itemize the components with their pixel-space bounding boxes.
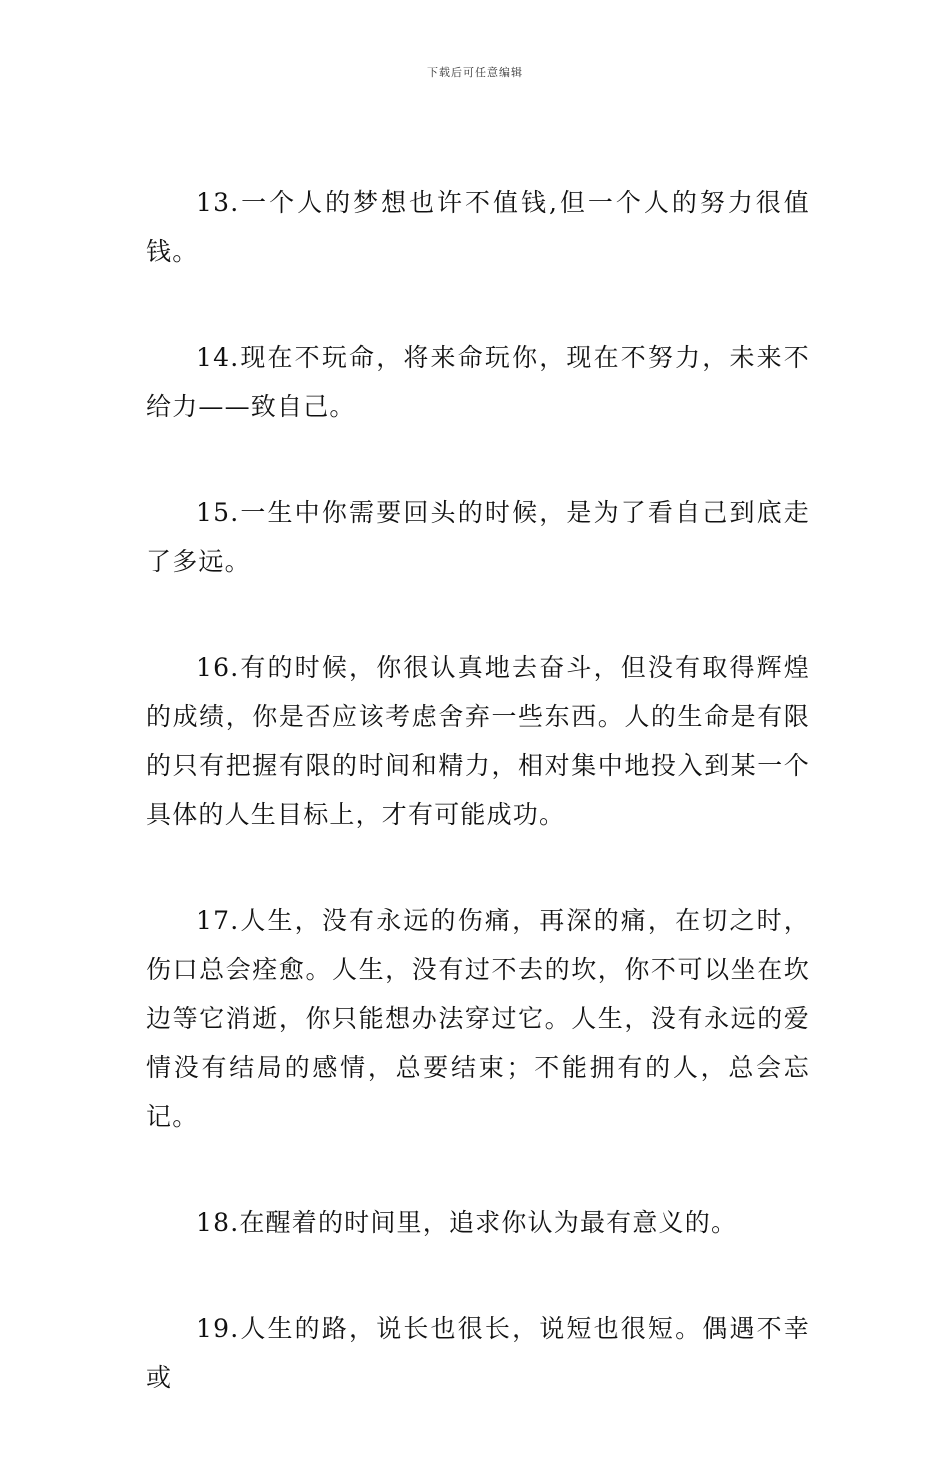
- paragraph-16: 16.有的时候，你很认真地去奋斗，但没有取得辉煌的成绩，你是否应该考虑舍弃一些东西。人的生命是有限的只有把握有限的时间和精力，相对集中地投入到某一个具体的人生目标上，才有可能成功。: [146, 653, 810, 829]
- paragraph-17: 17.人生，没有永远的伤痛，再深的痛，在切之时，伤口总会痊愈。人生，没有过不去的坎，你不可以坐在坎边等它消逝，你只能想办法穿过它。人生，没有永远的爱情没有结局的感情，总要结束；不能拥有的人，总会忘记。: [146, 906, 810, 1131]
- paragraph-13: 13.一个人的梦想也许不值钱,但一个人的努力很值钱。: [146, 188, 810, 266]
- paragraph-19: 19.人生的路，说长也很长，说短也很短。偶遇不幸或: [146, 1314, 810, 1392]
- paragraph-14: 14.现在不玩命，将来命玩你，现在不努力，未来不给力——致自己。: [146, 343, 810, 421]
- page-header: 下载后可任意编辑: [427, 66, 523, 79]
- document-body: [146, 178, 810, 1459]
- paragraph-15: 15.一生中你需要回头的时候，是为了看自己到底走了多远。: [146, 498, 810, 576]
- paragraph-18: 18.在醒着的时间里，追求你认为最有意义的。: [196, 1208, 738, 1237]
